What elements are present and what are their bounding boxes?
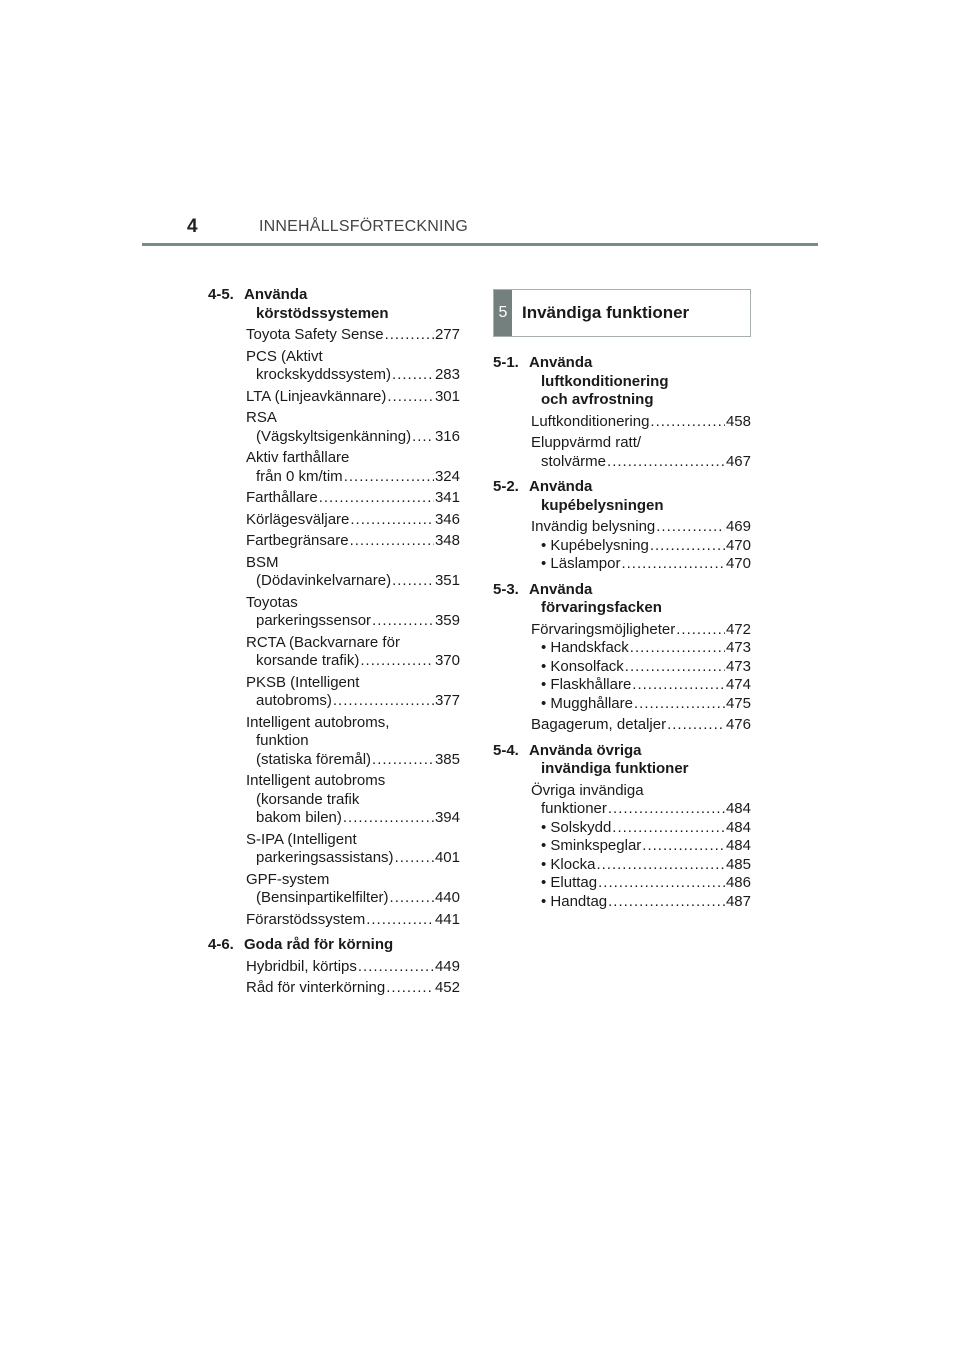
page-ref: 486 [725,874,751,891]
page-ref: 449 [434,957,460,975]
leader-dots [607,453,725,472]
page-ref: 348 [434,532,460,549]
page-ref: 475 [725,694,751,712]
section-title: Använda övriga invändiga funktioner [529,741,689,777]
section-heading-5-2 [493,478,751,515]
toc-subentry-flaskhallare[interactable]: • Flaskhållare ..... 474 [531,676,751,695]
page-ref: 324 [434,467,460,485]
toc-subentry-handtag[interactable]: • Handtag ..... 487 [531,893,751,912]
page-ref: 283 [434,366,460,383]
section-title: Goda råd för körning [244,936,394,953]
page-ref: 359 [434,612,460,629]
leader-dots [630,639,725,658]
toc-entry-autobroms-statiska[interactable]: Intelligent autobroms, funktion (statiska föremål) ..... 385 [246,714,460,770]
page-ref: 452 [434,979,460,996]
toc-entry-toyota-safety-sense[interactable]: Toyota Safety Sense ..... 277 [246,326,460,345]
page-ref: 476 [725,716,751,733]
section-title: Använda kupébelysningen [529,478,664,514]
toc-entry-forarstodssystem[interactable]: Förarstödssystem ..... 441 [246,911,460,930]
leader-dots [634,695,725,714]
page-header [0,0,960,250]
leader-dots [372,751,434,770]
leader-dots [372,612,434,631]
toc-subentry-sminkspeglar[interactable]: • Sminkspeglar ..... 484 [531,837,751,856]
page-ref: 484 [725,818,751,836]
section-number: 5-4. [493,741,519,759]
leader-dots [350,511,434,530]
leader-dots [395,849,434,868]
leader-dots [343,809,434,828]
leader-dots [598,874,725,893]
page-ref: 341 [434,489,460,506]
toc-subentry-mugghallare[interactable]: • Mugghållare ..... 475 [531,695,751,714]
toc-column-left [208,286,460,1001]
toc-subentry-handskfack[interactable]: • Handskfack ..... 473 [531,639,751,658]
page-ref: 467 [725,452,751,470]
leader-dots [344,468,434,487]
toc-entry-gpf[interactable]: GPF-system (Bensinpartikelfilter) ..... 440 [246,871,460,908]
section-number: 4-6. [208,936,234,953]
page-title: INNEHÅLLSFÖRTECKNING [259,218,469,235]
leader-dots [360,652,434,671]
toc-entry-lta[interactable]: LTA (Linjeavkännare) ..... 301 [246,388,460,407]
toc-subentry-klocka[interactable]: • Klocka ..... 485 [531,856,751,875]
leader-dots [358,958,434,977]
toc-entry-bagagerum[interactable]: Bagagerum, detaljer ..... 476 [531,716,751,735]
page-ref: 441 [434,910,460,928]
page-ref: 277 [434,326,460,343]
toc-entry-farthallare[interactable]: Farthållare ..... 341 [246,489,460,508]
toc-entry-rsa[interactable]: RSA (Vägskyltsigenkänning) ..... 316 [246,409,460,446]
leader-dots [650,537,725,556]
page-ref: 401 [434,849,460,866]
section-number: 5-1. [493,354,519,371]
leader-dots [412,428,434,447]
section-title: Använda körstödssystemen [244,286,389,322]
leader-dots [350,532,434,551]
toc-entry-vinterkorning[interactable]: Råd för vinterkörning ..... 452 [246,979,460,998]
leader-dots [392,572,434,591]
toc-subentry-konsolfack[interactable]: • Konsolfack ..... 473 [531,658,751,677]
page-ref: 474 [725,676,751,693]
page-ref: 301 [434,387,460,405]
toc-entry-forvaringsmojligheter[interactable]: Förvaringsmöjligheter ..... 472 [531,621,751,640]
leader-dots [667,716,725,735]
toc-entry-hybridbil[interactable]: Hybridbil, körtips ..... 449 [246,958,460,977]
toc-entry-invandig-belysning[interactable]: Invändig belysning ..... 469 [531,518,751,537]
toc-entry-autobroms-korsande[interactable]: Intelligent autobroms (korsande trafik bakom bilen) ..... 394 [246,772,460,828]
section-title: Använda luftkonditionering och avfrostning [529,354,669,408]
leader-dots [625,658,725,677]
toc-entry-eluppvarmd-ratt[interactable]: Eluppvärmd ratt/ stolvärme ..... 467 [531,434,751,471]
section-number: 5-2. [493,478,519,495]
page-ref: 440 [434,889,460,906]
section-number: 4-5. [208,286,234,303]
chapter-header[interactable] [493,289,751,337]
toc-entry-rcta[interactable]: RCTA (Backvarnare för korsande trafik) ..... 370 [246,634,460,671]
leader-dots [596,856,725,875]
leader-dots [676,621,725,640]
header-divider [142,243,818,246]
toc-entry-bsm[interactable]: BSM (Dödavinkelvarnare) ..... 351 [246,554,460,591]
section-title: Använda förvaringsfacken [529,580,662,616]
leader-dots [621,555,725,574]
page-ref: 470 [725,555,751,572]
page-ref: 472 [725,620,751,638]
leader-dots [612,819,725,838]
page-ref: 469 [725,518,751,535]
leader-dots [390,889,434,908]
page-ref: 394 [434,809,460,826]
page-ref: 484 [725,800,751,817]
leader-dots [385,326,434,345]
toc-entry-s-ipa[interactable]: S-IPA (Intelligent parkeringsassistans) ..... 401 [246,831,460,868]
section-heading-5-1 [493,354,751,410]
leader-dots [642,837,725,856]
page-ref: 377 [434,692,460,709]
toc-entry-luftkonditionering[interactable]: Luftkonditionering ..... 458 [531,413,751,432]
page-ref: 316 [434,427,460,445]
page-ref: 473 [725,657,751,675]
leader-dots [333,692,434,711]
toc-subentry-solskydd[interactable]: • Solskydd ..... 484 [531,819,751,838]
page-ref: 370 [434,652,460,669]
leader-dots [656,518,725,537]
section-heading-4-6 [208,936,460,955]
page-ref: 346 [434,510,460,528]
page-number: 4 [187,216,198,237]
section-heading-5-4 [493,742,751,779]
leader-dots [632,676,725,695]
toc-subentry-eluttag[interactable]: • Eluttag ..... 486 [531,874,751,893]
leader-dots [608,893,725,912]
toc-entry-korlagesvaljare[interactable]: Körlägesväljare ..... 346 [246,511,460,530]
page-ref: 458 [725,412,751,430]
leader-dots [392,366,434,385]
toc-subentry-kupebelysning[interactable]: • Kupébelysning ..... 470 [531,537,751,556]
leader-dots [650,413,725,432]
page-ref: 385 [434,750,460,768]
toc-entry-pcs[interactable]: PCS (Aktivt krockskyddssystem) ..... 283 [246,348,460,385]
section-heading-4-5 [208,286,460,323]
toc-subentry-laslampor[interactable]: • Läslampor ..... 470 [531,555,751,574]
toc-entry-parkeringssensor[interactable]: Toyotas parkeringssensor ..... 359 [246,594,460,631]
chapter-title: Invändiga funktioner [522,302,690,322]
page-ref: 484 [725,837,751,854]
page-ref: 487 [725,892,751,910]
leader-dots [319,489,434,508]
section-number: 5-3. [493,580,519,598]
page-ref: 473 [725,639,751,656]
leader-dots [386,979,434,998]
toc-entry-ovriga-invandiga[interactable]: Övriga invändiga funktioner ..... 484 [531,782,751,819]
chapter-number-tab: 5 [494,290,512,336]
toc-column-right [493,289,751,911]
page-ref: 351 [434,572,460,589]
section-heading-5-3 [493,581,751,618]
page-ref: 470 [725,536,751,554]
leader-dots [387,388,434,407]
page-ref: 485 [725,855,751,873]
leader-dots [608,800,725,819]
leader-dots [366,911,434,930]
toc-entry-fartbegransare[interactable]: Fartbegränsare ..... 348 [246,532,460,551]
toc-entry-aktiv-farthallare[interactable]: Aktiv farthållare från 0 km/tim ..... 324 [246,449,460,486]
toc-entry-pksb[interactable]: PKSB (Intelligent autobroms) ..... 377 [246,674,460,711]
